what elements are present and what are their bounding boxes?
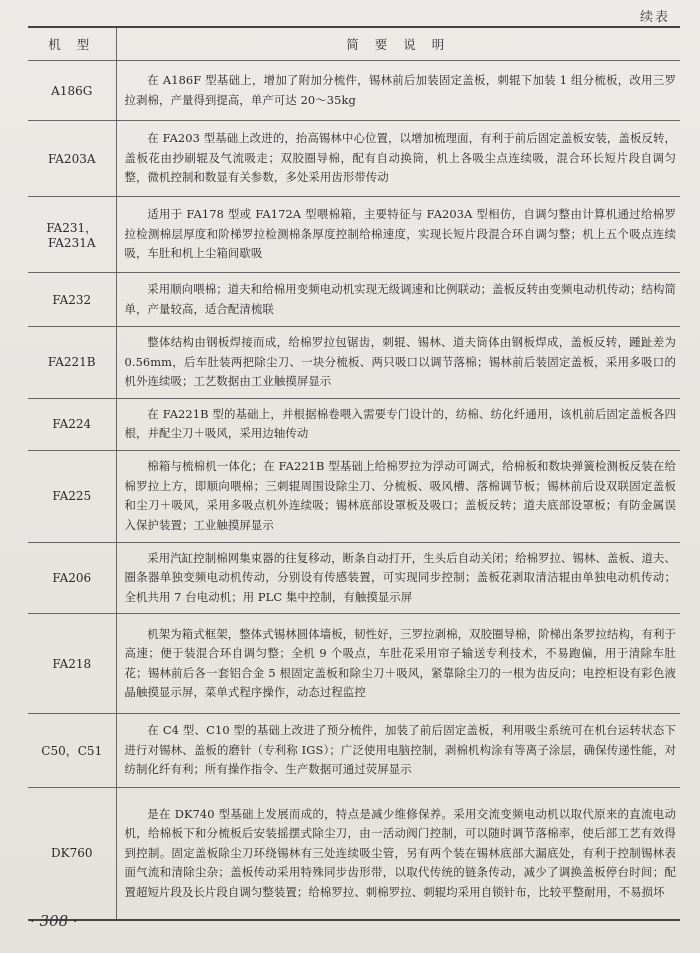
page-number: · 308 · (30, 912, 78, 930)
model-cell: DK760 (28, 788, 116, 920)
table-row (28, 327, 680, 399)
desc-cell: 在 FA203 型基础上改进的，抬高锡林中心位置，以增加梳理面，有利于前后固定盖板安装，盖板反转，盖板花由抄刷辊及气流吸走；双胶圈导棉，配有自动换筒，机上各吸尘点连续吸，混合环长短片段自调匀整，微机控制和数显有关参数，多处采用齿形带传动 (116, 121, 680, 197)
desc-cell: 适用于 FA178 型或 FA172A 型喂棉箱，主要特征与 FA203A 型相仿，自调匀整由计算机通过给棉罗拉检测棉层厚度和阶梯罗拉检测棉条厚度控制给棉速度，实现长短片段混合环自调匀整；机上五个吸点连续吸，车肚和机上尘箱间歇吸 (116, 197, 680, 273)
model-cell: C50，C51 (28, 714, 116, 788)
model-cell: FA231，FA231A (28, 197, 116, 273)
table-row (28, 614, 680, 714)
table-row (28, 542, 680, 614)
model-cell: FA206 (28, 542, 116, 614)
desc-cell: 棉箱与梳棉机一体化；在 FA221B 型基础上给棉罗拉为浮动可调式，给棉板和数块弹簧检测板反装在给棉罗拉上方，即顺向喂棉；三刺辊周围设除尘刀、分梳板、吸风槽、落棉调节板；锡林前后设双联固定盖板和尘刀＋吸风，采用多吸点机外连续吸；锡林底部设罩板及吸口；盖板反转；道夫底部设罩板；有防金属误入保护装置；工业触摸屏显示 (116, 450, 680, 542)
continued-label: 续表 (639, 10, 670, 25)
desc-cell: 在 FA221B 型的基础上，并根据棉卷喂入需要专门设计的，纺棉、纺化纤通用，该机前后固定盖板各四根，并配尘刀＋吸风，采用边轴传动 (116, 398, 680, 450)
table-header-row (28, 27, 680, 61)
model-cell: FA232 (28, 273, 116, 327)
desc-cell: 机架为箱式框架，整体式锡林圆体墙板，韧性好，三罗拉剥棉，双胶圈导棉，阶梯出条罗拉结构，有利于高速；便于装混合环自调匀整；全机 9 个吸点，车肚花采用帘子输送专利技术，不易跑偏，用于清除车肚花；锡林前后各一套铝合金 5 根固定盖板和除尘刀＋吸风，紧靠除尘刀的一根为齿反向；电控柜设有彩色液晶触摸显示屏，菜单式程序操作，动态过程监控 (116, 614, 680, 714)
model-cell: FA224 (28, 398, 116, 450)
desc-cell: 在 C4 型、C10 型的基础上改进了预分梳件，加装了前后固定盖板，利用吸尘系统可在机台运转状态下进行对锡林、盖板的磨针（专利称 IGS）；广泛使用电脑控制，剥棉机构涂有等离子涂层，确保传递性能，对纺制化纤有利；所有操作指令、生产数据可通过荧屏显示 (116, 714, 680, 788)
model-cell: A186G (28, 61, 116, 121)
model-cell: FA225 (28, 450, 116, 542)
col-header-desc: 简 要 说 明 (116, 27, 680, 61)
desc-cell: 是在 DK740 型基础上发展而成的，特点是减少维修保养。采用交流变频电动机以取代原来的直流电动机，给棉板下和分梳板后安装摇摆式除尘刀，由一活动阀门控制，可以随时调节落棉率，使后部工艺有效得到控制。固定盖板除尘刀环绕锡林有三处连续吸尘管，另有两个装在锡林底部大漏底处，有利于控制锡林表面气流和清除尘杂；盖板传动采用特殊同步齿形带，以取代传统的链条传动，减少了调换盖板停台时间；配置超短片段及长片段自调匀整装置；给棉罗拉、刺棉罗拉、刺辊均采用自锁针布，比较平整耐用，不易损坏 (116, 788, 680, 920)
model-cell: FA221B (28, 327, 116, 399)
table-row (28, 61, 680, 121)
desc-cell: 整体结构由钢板焊接而成，给棉罗拉包锯齿，刺辊、锡林、道夫筒体由钢板焊成，盖板反转，踵趾差为 0.56mm，后车肚装两把除尘刀、一块分梳板、两只吸口以调节落棉；锡林前后装固定盖板，采用多吸口的机外连续吸；工艺数据由工业触摸屏显示 (116, 327, 680, 399)
table-row (28, 788, 680, 920)
table-row (28, 398, 680, 450)
model-cell: FA203A (28, 121, 116, 197)
desc-cell: 采用汽缸控制棉网集束器的往复移动，断条自动打开，生头后自动关闭；给棉罗拉、锡林、盖板、道夫、圈条器单独变频电动机传动，分别设有传感装置，可实现同步控制；盖板花剥取清洁辊由单独电动机传动；全机共用 7 台电动机；用 PLC 集中控制，有触摸显示屏 (116, 542, 680, 614)
table-row (28, 197, 680, 273)
table-row (28, 714, 680, 788)
spec-table (28, 26, 680, 921)
col-header-model: 机 型 (28, 27, 116, 61)
table-row (28, 273, 680, 327)
desc-cell: 采用顺向喂棉；道夫和给棉用变频电动机实现无级调速和比例联动；盖板反转由变频电动机传动；结构简单，产量较高，适合配清梳联 (116, 273, 680, 327)
desc-cell: 在 A186F 型基础上，增加了附加分梳件，锡林前后加装固定盖板，刺辊下加装 1 组分梳板，改用三罗拉剥棉，产量得到提高，单产可达 20～35kg (116, 61, 680, 121)
model-cell: FA218 (28, 614, 116, 714)
table-row (28, 450, 680, 542)
table-row (28, 121, 680, 197)
